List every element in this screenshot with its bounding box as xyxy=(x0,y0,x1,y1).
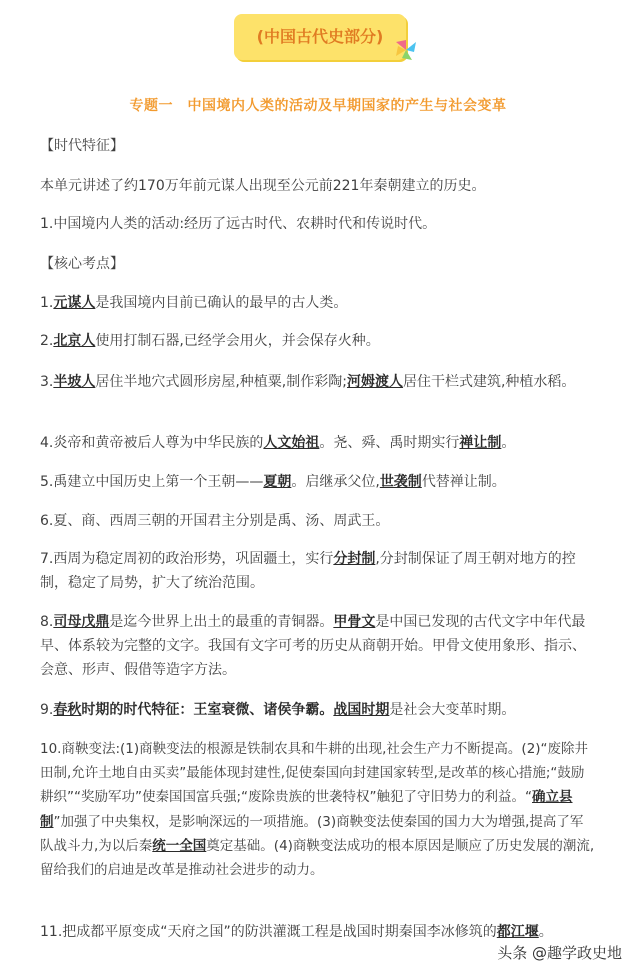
key-term: 司母戊鼎 xyxy=(53,614,110,630)
item-11: 11.把成都平原变成“天府之国”的防洪灌溉工程是战国时期秦国李冰修筑的都江堰。 xyxy=(40,924,553,940)
key-term: 河姆渡人 xyxy=(346,374,403,390)
key-term: 春秋 xyxy=(53,702,82,718)
watermark-handle: @趣学政史地 xyxy=(531,944,622,962)
item-6: 6.夏、商、西周三朝的开国君主分别是禹、汤、周武王。 xyxy=(40,513,390,529)
key-term: 夏朝 xyxy=(263,474,292,490)
item-10: 10.商鞅变法:(1)商鞅变法的根源是铁制农具和牛耕的出现,社会生产力不断提高。(2)“废除井田制,允许土地自由买卖”最能体现封建性,促使秦国向封建国家转型,是改革的核心措施;“鼓励耕织”“奖励军功”使秦国国富兵强;“废除贵族的世袭特权”触犯了守旧势力的利益。“确立县制”加强了中央集权，是影响深远的一项措施。(3)商鞅变法使秦国的国力大为增强,提高了军队战斗力,为以后秦统一全国奠定基础。(4)商鞅变法成功的根本原因是顺应了历史发展的潮流,留给我们的启迪是改革是推动社会进步的动力。 xyxy=(40,741,595,879)
key-term: 半坡人 xyxy=(53,374,96,390)
item-2: 2.北京人使用打制石器,已经学会用火，并会保存火种。 xyxy=(40,333,380,349)
item-1: 1.元谋人是我国境内目前已确认的最早的古人类。 xyxy=(40,295,348,311)
key-term: 甲骨文 xyxy=(333,614,376,630)
intro-paragraph: 本单元讲述了约170万年前元谋人出现至公元前221年秦朝建立的历史。 xyxy=(40,178,486,194)
item-7: 7.西周为稳定周初的政治形势，巩固疆土，实行分封制,分封制保证了周王朝对地方的控制，稳定了局势，扩大了统治范围。 xyxy=(40,551,576,591)
key-term: 北京人 xyxy=(53,333,96,349)
era-heading: 【时代特征】 xyxy=(40,138,124,154)
key-term: 都江堰 xyxy=(496,924,539,940)
item-8: 8.司母戊鼎是迄今世界上出土的最重的青铜器。甲骨文是中国已发现的古代文字中年代最早、体系较为完整的文字。我国有文字可考的历史从商朝开始。甲骨文使用象形、指示、会意、形声、假借等造字方法。 xyxy=(40,614,586,678)
item-5: 5.禹建立中国历史上第一个王朝——夏朝。启继承父位,世袭制代替禅让制。 xyxy=(40,474,506,490)
topic-heading: 专题一 中国境内人类的活动及早期国家的产生与社会变革 xyxy=(129,98,507,114)
point-1: 1.中国境内人类的活动:经历了远古时代、农耕时代和传说时代。 xyxy=(40,216,437,232)
item-4: 4.炎帝和黄帝被后人尊为中华民族的人文始祖。尧、舜、禹时期实行禅让制。 xyxy=(40,435,516,451)
item-3: 3.半坡人居住半地穴式圆形房屋,种植粟,制作彩陶;河姆渡人居住干栏式建筑,种植水稻。 xyxy=(40,374,576,390)
key-heading: 【核心考点】 xyxy=(40,256,124,272)
key-term: 禅让制 xyxy=(459,435,502,451)
key-term: 元谋人 xyxy=(53,295,96,311)
key-term: 分封制 xyxy=(333,551,376,567)
key-term: 人文始祖 xyxy=(263,435,320,451)
section-banner xyxy=(234,14,416,62)
banner-title: (中国古代史部分) xyxy=(256,27,384,46)
key-term: 战国时期 xyxy=(333,702,390,718)
source-watermark xyxy=(497,942,622,963)
item-9: 9.春秋时期的时代特征：王室衰微、诸侯争霸。战国时期是社会大变革时期。 xyxy=(40,702,516,718)
watermark-prefix: 头条 xyxy=(497,944,528,962)
key-term: 统一全国 xyxy=(152,837,207,854)
key-term: 世袭制 xyxy=(379,474,422,490)
pinwheel-icon xyxy=(394,38,418,62)
key-term: 确立县制 xyxy=(40,789,573,830)
